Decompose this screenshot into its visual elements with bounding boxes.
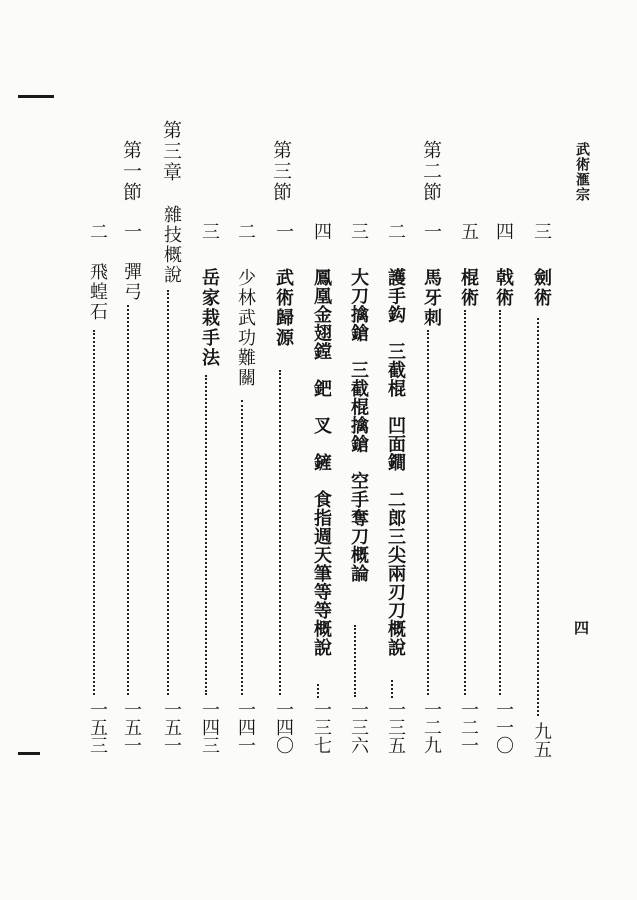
entry-page: 一五一 — [161, 700, 182, 754]
dot-leader — [391, 680, 393, 698]
chapter-title: 雜技概說 — [161, 205, 182, 285]
margin-mark-bottom — [18, 752, 40, 755]
entry-title: 大刀擒鎗 三截棍擒鎗 空手奪刀概論 — [348, 268, 369, 583]
entry-number: 三 — [199, 222, 220, 240]
entry-title: 鳳凰金翅鏜 鈀 叉 鏟 食指週天筆等等概說 — [311, 268, 332, 657]
entry-title: 武術歸源 — [273, 268, 294, 348]
entry-number: 四 — [311, 222, 332, 240]
entry-number: 二 — [235, 222, 256, 240]
entry-title: 岳家栽手法 — [199, 268, 220, 368]
dot-leader — [205, 375, 207, 695]
page-number: 四 — [572, 620, 590, 635]
dot-leader — [317, 684, 319, 698]
entry-title: 劍術 — [531, 268, 552, 308]
entry-page: 一三五 — [385, 700, 406, 754]
section-heading-3: 第三節 — [270, 140, 292, 203]
dot-leader — [127, 305, 129, 695]
entry-title: 棍術 — [458, 268, 479, 308]
entry-page: 一五三 — [87, 700, 108, 754]
entry-title: 戟術 — [493, 268, 514, 308]
entry-page: 一一〇 — [493, 700, 514, 754]
dot-leader — [354, 625, 356, 697]
entry-number: 二 — [87, 222, 108, 240]
dot-leader — [537, 318, 539, 716]
entry-page: 一三七 — [311, 700, 332, 754]
dot-leader — [167, 290, 169, 695]
running-head: 武術滙宗 — [574, 142, 590, 202]
section-heading-1: 第一節 — [120, 140, 142, 203]
entry-number: 四 — [493, 222, 514, 240]
entry-number: 一 — [273, 222, 294, 240]
entry-page: 一五一 — [121, 700, 142, 754]
entry-number: 五 — [458, 222, 479, 240]
entry-title: 馬牙刺 — [421, 268, 442, 328]
entry-page: 一三六 — [348, 700, 369, 754]
entry-title: 護手鈎 三截棍 凹面鐧 二郎三尖兩刃刀概說 — [385, 268, 406, 657]
entry-page: 一二九 — [421, 700, 442, 754]
entry-page: 一四一 — [235, 700, 256, 754]
dot-leader — [93, 330, 95, 695]
margin-mark-top — [18, 95, 54, 98]
entry-page: 九五 — [531, 722, 552, 758]
dot-leader — [279, 370, 281, 695]
entry-number: 二 — [385, 222, 406, 240]
entry-page: 一四〇 — [273, 700, 294, 754]
dot-leader — [464, 310, 466, 695]
entry-number: 一 — [421, 222, 442, 240]
chapter-heading-3: 第三章 — [160, 120, 182, 183]
entry-number: 三 — [531, 222, 552, 240]
entry-page: 一二一 — [458, 700, 479, 754]
dot-leader — [499, 310, 501, 695]
entry-number: 一 — [121, 222, 142, 240]
section-heading-2: 第二節 — [420, 140, 442, 203]
entry-page: 一四三 — [199, 700, 220, 754]
dot-leader — [427, 330, 429, 695]
entry-number: 三 — [348, 222, 369, 240]
entry-title: 少林武功難關 — [235, 268, 256, 388]
dot-leader — [241, 400, 243, 695]
entry-title: 彈弓 — [121, 262, 142, 302]
entry-title: 飛蝗石 — [87, 262, 108, 322]
